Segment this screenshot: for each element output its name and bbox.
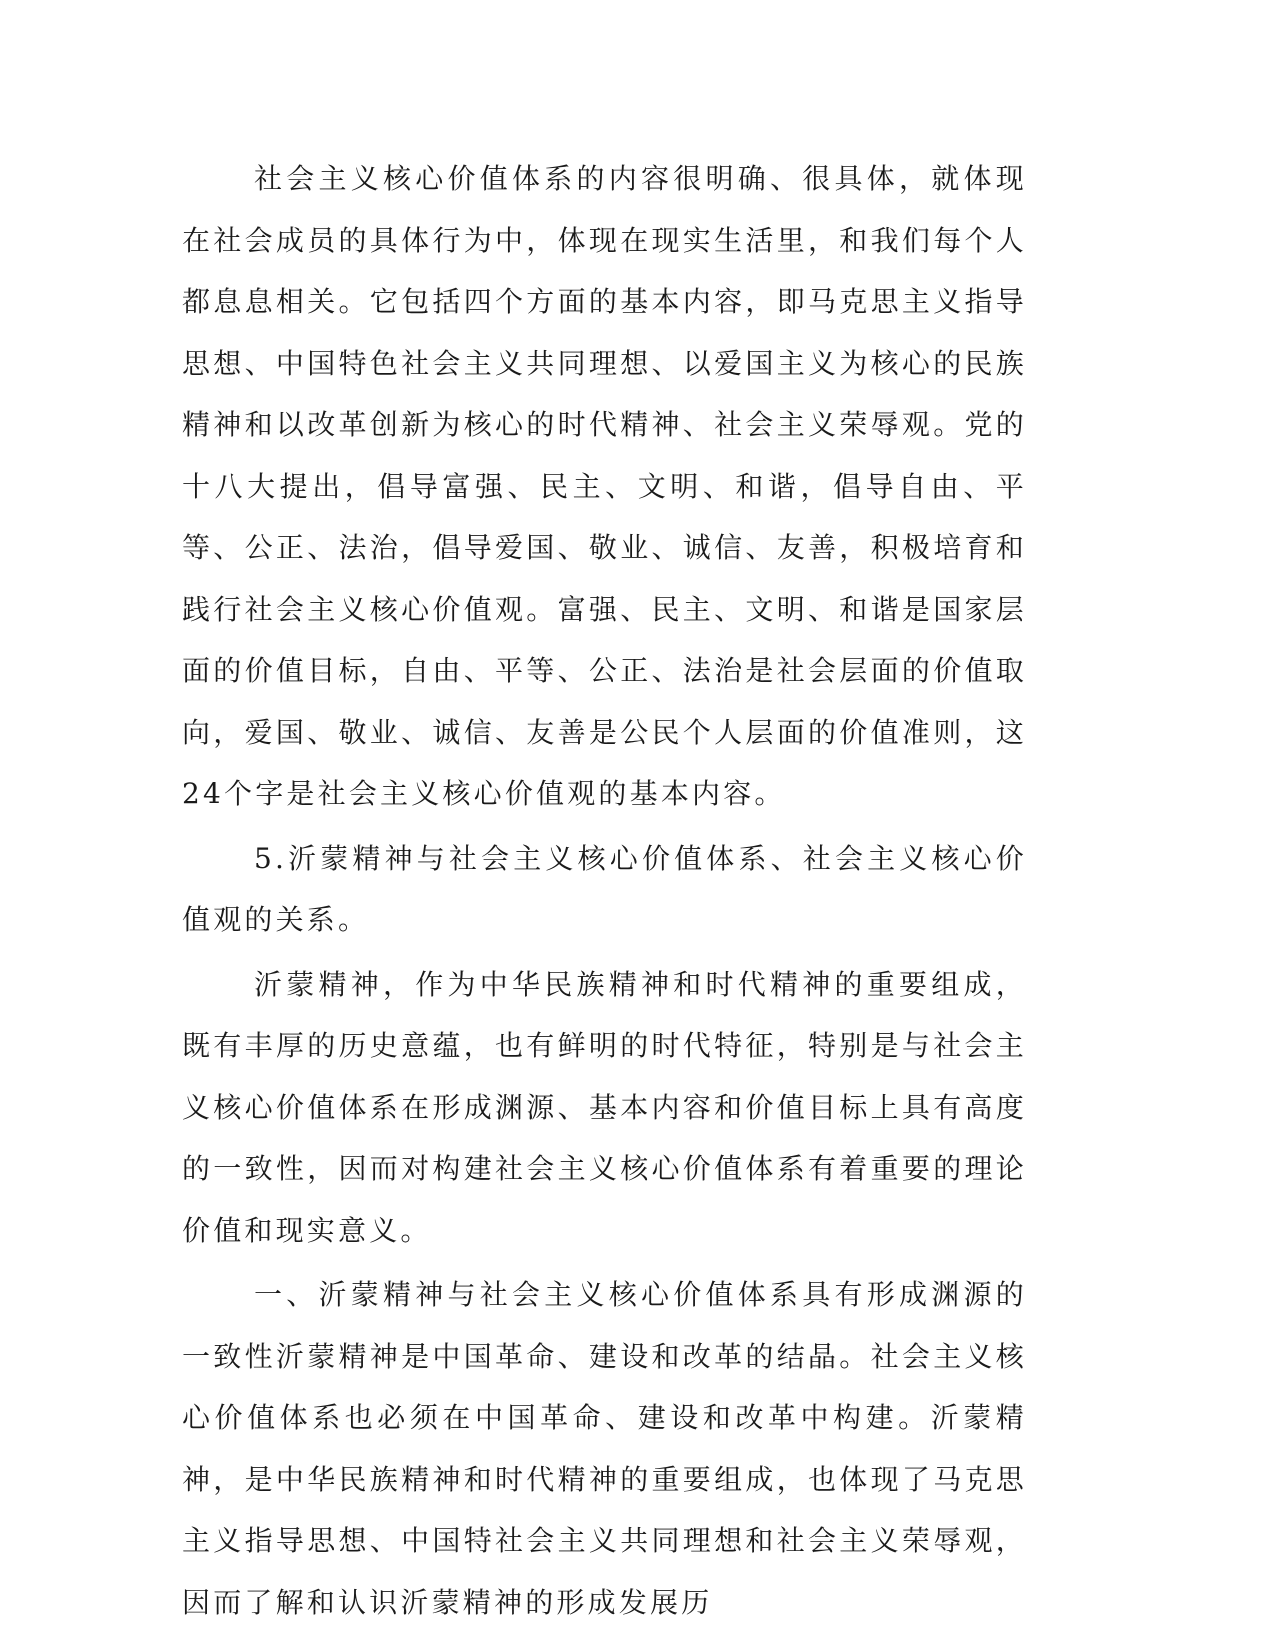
paragraph-consistency-origin: 一、沂蒙精神与社会主义核心价值体系具有形成渊源的一致性沂蒙精神是中国革命、建设和改革的结晶。社会主义核心价值体系也必须在中国革命、建设和改革中构建。沂蒙精神，是中华民族精神和时代精神的重要组成，也体现了马克思主义指导思想、中国特社会主义共同理想和社会主义荣辱观，因而了解和认识沂蒙精神的形成发展历 [182, 1278, 1027, 1619]
paragraph-section-heading: 5.沂蒙精神与社会主义核心价值体系、社会主义核心价值观的关系。 [182, 841, 1027, 936]
paragraph-core-values-content: 社会主义核心价值体系的内容很明确、很具体，就体现在社会成员的具体行为中，体现在现实生活里，和我们每个人都息息相关。它包括四个方面的基本内容，即马克思主义指导思想、中国特色社会主义共同理想、以爱国主义为核心的民族精神和以改革创新为核心的时代精神、社会主义荣辱观。党的十八大提出，倡导富强、民主、文明、和谐，倡导自由、平等、公正、法治，倡导爱国、敬业、诚信、友善，积极培育和践行社会主义核心价值观。富强、民主、文明、和谐是国家层面的价值目标，自由、平等、公正、法治是社会层面的价值取向，爱国、敬业、诚信、友善是公民个人层面的价值准则，这24个字是社会主义核心价值观的基本内容。 [182, 162, 1027, 810]
paragraph-yimeng-spirit-intro: 沂蒙精神，作为中华民族精神和时代精神的重要组成，既有丰厚的历史意蕴，也有鲜明的时代特征，特别是与社会主义核心价值体系在形成渊源、基本内容和价值目标上具有高度的一致性，因而对构建社会主义核心价值体系有着重要的理论价值和现实意义。 [182, 967, 1027, 1247]
document-page [182, 148, 1027, 1636]
